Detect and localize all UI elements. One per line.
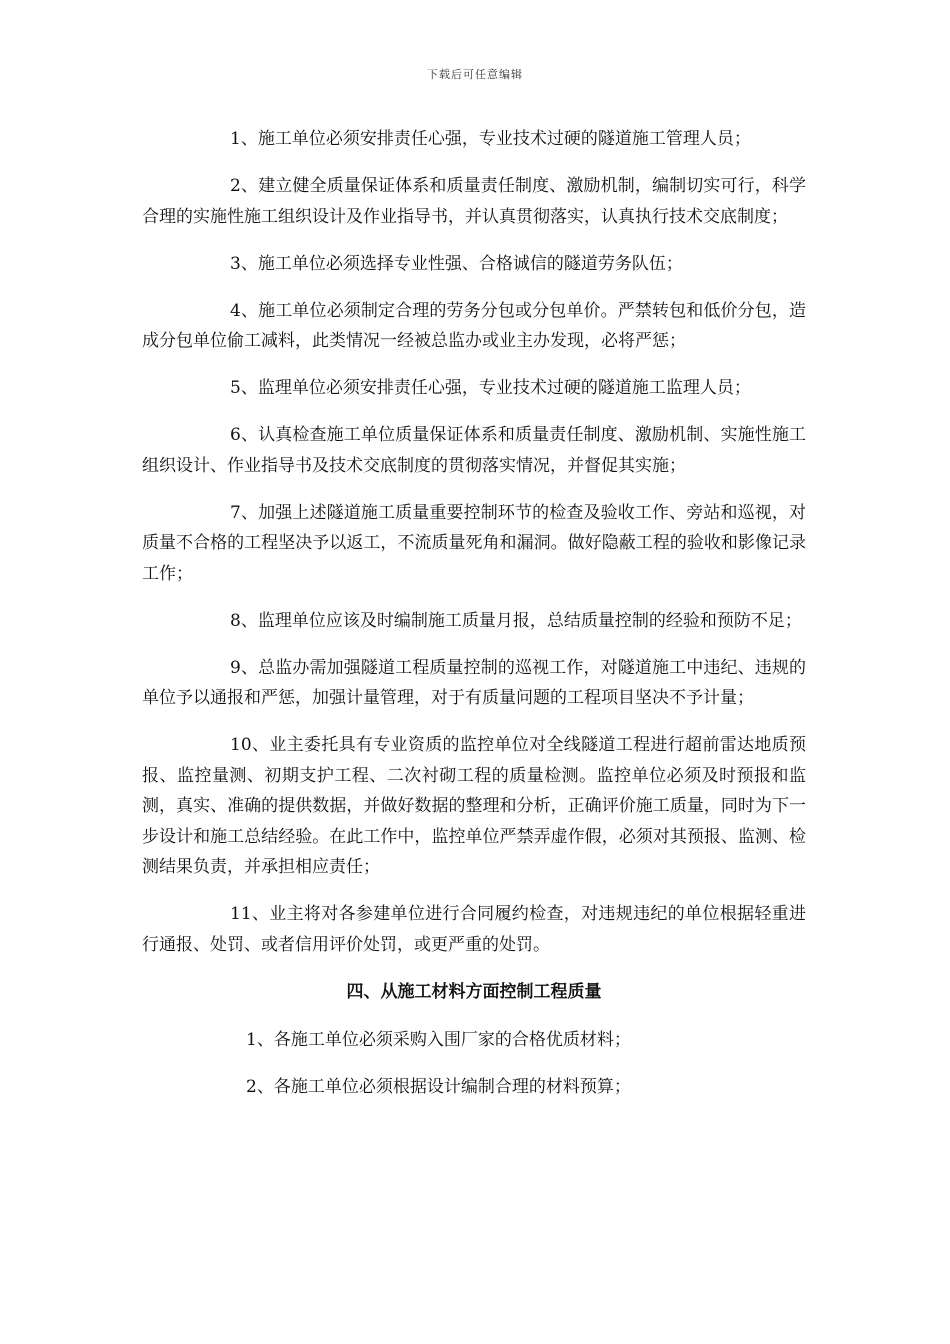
page-header-note: 下载后可任意编辑 xyxy=(427,68,523,81)
paragraph-6: 6、认真检查施工单位质量保证体系和质量责任制度、激励机制、实施性施工组织设计、作业指导书及技术交底制度的贯彻落实情况，并督促其实施； xyxy=(142,425,806,476)
section-heading: 四、从施工材料方面控制工程质量 xyxy=(346,981,602,1002)
paragraph-9: 9、总监办需加强隧道工程质量控制的巡视工作，对隧道施工中违纪、违规的单位予以通报和严惩，加强计量管理，对于有质量问题的工程项目坚决不予计量； xyxy=(142,657,806,708)
paragraph-10: 10、业主委托具有专业资质的监控单位对全线隧道工程进行超前雷达地质预报、监控量测、初期支护工程、二次衬砌工程的质量检测。监控单位必须及时预报和监测，真实、准确的提供数据，并做好数据的整理和分析，正确评价施工质量，同时为下一步设计和施工总结经验。在此工作中，监控单位严禁弄虚作假，必须对其预报、监测、检测结果负责，并承担相应责任； xyxy=(142,735,806,877)
paragraph-8: 8、监理单位应该及时编制施工质量月报，总结质量控制的经验和预防不足； xyxy=(230,610,802,631)
paragraph-11: 11、业主将对各参建单位进行合同履约检查，对违规违纪的单位根据轻重进行通报、处罚、或者信用评价处罚，或更严重的处罚。 xyxy=(142,904,806,955)
paragraph-3: 3、施工单位必须选择专业性强、合格诚信的隧道劳务队伍； xyxy=(230,253,683,274)
section-item-2: 2、各施工单位必须根据设计编制合理的材料预算； xyxy=(246,1076,631,1097)
paragraph-5: 5、监理单位必须安排责任心强，专业技术过硬的隧道施工监理人员； xyxy=(230,378,751,398)
section-item-1: 1、各施工单位必须采购入围厂家的合格优质材料； xyxy=(246,1029,631,1050)
paragraph-7: 7、加强上述隧道施工质量重要控制环节的检查及验收工作、旁站和巡视，对质量不合格的工程坚决予以返工，不流质量死角和漏洞。做好隐蔽工程的验收和影像记录工作； xyxy=(142,502,806,584)
document-body xyxy=(142,124,806,1119)
paragraph-4: 4、施工单位必须制定合理的劳务分包或分包单价。严禁转包和低价分包，造成分包单位偷工减料，此类情况一经被总监办或业主办发现，必将严惩； xyxy=(142,300,806,351)
paragraph-2: 2、建立健全质量保证体系和质量责任制度、激励机制，编制切实可行，科学合理的实施性施工组织设计及作业指导书，并认真贯彻落实，认真执行技术交底制度； xyxy=(142,176,806,227)
paragraph-1: 1、施工单位必须安排责任心强，专业技术过硬的隧道施工管理人员； xyxy=(230,129,751,149)
